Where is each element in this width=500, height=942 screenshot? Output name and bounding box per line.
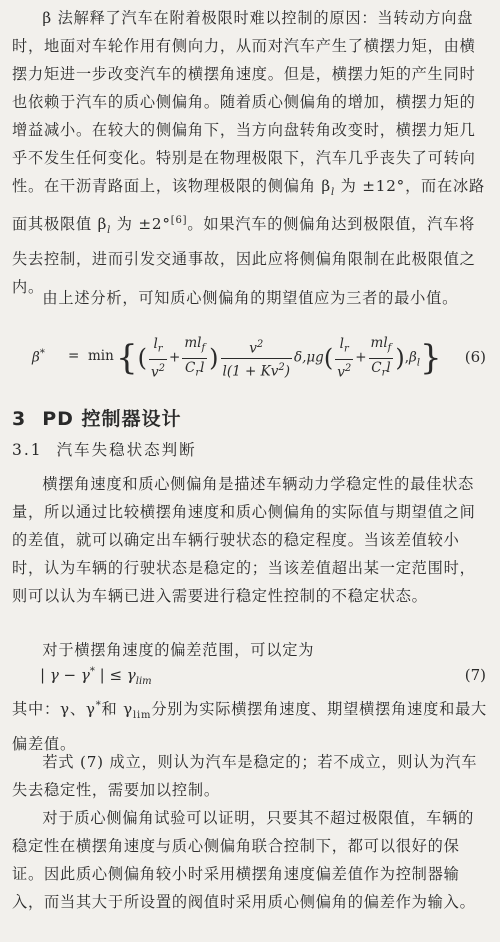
- equals-sign: =: [68, 348, 80, 364]
- paragraph-text: β 法解释了汽车在附着极限时难以控制的原因：当转动方向盘时，地面对车轮作用有侧向力，从而对汽车产生了横摆力矩，由横摆力矩进一步改变汽车的横摆角速度。但是，横摆力矩的产生同时也依赖于汽车的质心侧偏角。随着质心侧偏角的增加，横摆力矩的增益减小。在较大的侧偏角下，当方向盘转角改变时，横摆力矩几乎不发生任何变化。特别是在物理极限下，汽车几乎丧失了可转向性。在干沥青路面上，该物理极限的侧偏角 β: [12, 9, 476, 195]
- paragraph-beta-method: [12, 4, 490, 301]
- paragraph-text: 分别为实际横摆角速度、期望横摆角速度和最大偏差值。: [12, 700, 488, 754]
- equation-6: [12, 334, 490, 384]
- citation-ref: [6]: [170, 215, 188, 227]
- paragraph-variables: 其中：γ、γ*和 $\gamma_{lim}$分别为实际横摆角速度、期望横摆角速度和最大偏差值。: [12, 700, 488, 754]
- paragraph-text: 为 ±12°，而在冰路面其极限值 β: [12, 177, 486, 234]
- subsection-heading: 3.1 汽车失稳状态判断: [12, 441, 197, 459]
- paragraph-state-judgement: [12, 470, 490, 610]
- paragraph-text: 对于横摆角速度的偏差范围，可以定为: [42, 641, 315, 659]
- paragraph-text: 和 γ: [101, 700, 134, 719]
- paragraph-stability-condition: [12, 748, 490, 804]
- equation-number: (6): [464, 348, 486, 366]
- min-operator: min: [88, 348, 114, 364]
- equation-body: {( $\frac{l_r}{v^2}$ + $\frac{ml_f}{C_rl}$ ) $\frac{v^2}{l(1 + Kv^2)}$ δ,μg( $\frac{l_r}{v^2}$ + $\frac{ml_f}{C_rl}$ )$,\beta_l$}: [116, 335, 442, 381]
- paragraph-sideslip-control: [12, 804, 490, 916]
- paragraph-text: 其中：γ、γ: [12, 700, 96, 719]
- paragraph-min-value: [12, 284, 490, 312]
- equation-lhs: | γ − γ* | ≤ $\gamma_{lim}$: [40, 666, 152, 687]
- equation-number: (7): [464, 666, 486, 684]
- equation-lhs: β*: [32, 348, 45, 366]
- paragraph-text: 若式 (7) 成立，则认为汽车是稳定的；若不成立，则认为汽车失去稳定性，需要加以控制。: [12, 753, 478, 799]
- subscript: l: [330, 187, 335, 199]
- paragraph-text: 横摆角速度和质心侧偏角是描述车辆动力学稳定性的最佳状态量，所以通过比较横摆角速度和质心侧偏角的实际值与期望值之间的差值，就可以确定出车辆行驶状态的稳定程度。当该差值较小时，认为车辆的行驶状态是稳定的；当该差值超出某一定范围时，则可以认为车辆已进入需要进行稳定性控制的不稳定状态。: [12, 475, 476, 605]
- equation-7: [12, 664, 490, 690]
- paragraph-text: 对于质心侧偏角试验可以证明，只要其不超过极限值，车辆的稳定性在横摆角速度与质心侧偏角联合控制下，都可以很好的保证。因此质心侧偏角较小时采用横摆角速度偏差值作为控制器输入，而当其大于所设置的阀值时采用质心侧偏角的偏差作为输入。: [12, 809, 476, 911]
- subscript: l: [107, 225, 112, 237]
- paragraph-text: 为 ±2°: [111, 215, 171, 234]
- section-heading: 3 PD 控制器设计: [12, 408, 182, 430]
- subscript: lim: [133, 710, 152, 722]
- paragraph-deviation-range: [12, 636, 490, 664]
- paragraph-text: 由上述分析，可知质心侧偏角的期望值应为三者的最小值。: [42, 289, 459, 307]
- paragraph-text: 。如果汽车的侧偏角达到极限值，汽车将失去控制，进而引发交通事故，因此应将侧偏角限制在此极限值之内。: [12, 215, 476, 297]
